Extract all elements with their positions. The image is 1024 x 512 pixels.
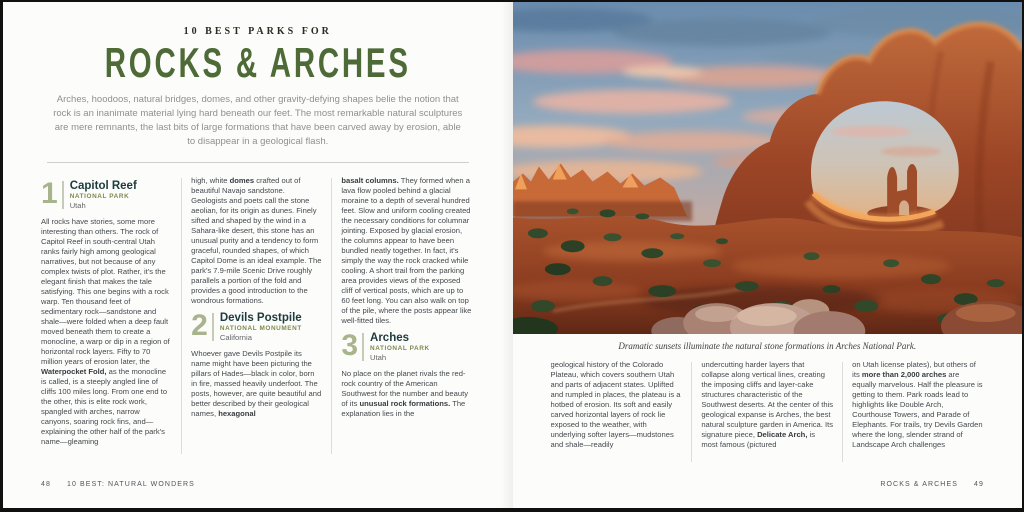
kicker: 10 BEST PARKS FOR	[183, 26, 332, 37]
column-2	[701, 360, 833, 462]
body-paragraph: geological history of the Colorado Plateau, which covers southern Utah and parts of adjacent states. Uplifted and rumpled in places, the plateau is a hotbed of erosion. Its soft and easily carved horizontal layers of rock lie exposed to the weather, with underlying softer layers—mudstones and shale—readily	[550, 360, 681, 449]
column-divider	[842, 362, 843, 462]
page-number: 49	[974, 481, 984, 488]
entry-divider-line	[362, 333, 364, 361]
photo-caption: Dramatic sunsets illuminate the natural stone formations in Arches National Park.	[618, 341, 917, 351]
park-type: NATIONAL PARK	[370, 345, 430, 353]
park-type: NATIONAL MONUMENT	[219, 325, 302, 333]
page-left	[3, 2, 513, 508]
entry-divider-line	[212, 313, 214, 341]
column-3	[341, 176, 472, 454]
body-paragraph: undercutting harder layers that collapse along vertical lines, creating the imposing cliffs and layer-cake structures characteristic of the Southwest deserts. At the center of this geological expanse is Arches, the best natural sculpture garden in America. Its signature piece, Delicate Arch, is most famous (pictured	[701, 360, 834, 449]
body-paragraph: high, white domes crafted out of beautiful Navajo sandstone. Geologists and poets call the stone aeolian, for its origin as dunes. Finely sifted and shaped by the wind in a Sahara-like desert, this stone has an unusual purity and a tendency to form graceful, rounded shapes, of which Capitol Dome is an ideal example. The park's 7.9-mile Scenic Drive roughly parallels a portion of the fold and provides a good introduction to the wondrous formations.	[191, 176, 322, 305]
column-divider	[691, 362, 692, 462]
park-name: Devils Postpile	[219, 312, 302, 324]
page-right	[513, 2, 1023, 508]
body-paragraph: basalt columns. They formed when a lava flow pooled behind a glacial moraine to a depth of several hundred feet. Slow and uniform cooling created the necessary conditions for columnar jointing. Exposed by glacial erosion, the columns appear to have been bundled neatly together. In fact, it's simply the way the rock cracked while cooling. A short trail from the parking area provides views of the exposed cliff of vertical posts, which are up to 60 feet long. You can also walk on top of the pile, where the posts appear like well-fitted tiles.	[341, 176, 472, 325]
entry-divider-line	[62, 181, 64, 209]
park-state: Utah	[69, 201, 86, 211]
page-number: 48	[41, 481, 51, 488]
column-divider	[181, 178, 182, 454]
park-name: Capitol Reef	[69, 180, 137, 192]
park-state: California	[219, 333, 252, 343]
body-paragraph: No place on the planet rivals the red-rock country of the American Southwest for the number and beauty of its unusual rock formations. The explanation lies in the	[341, 369, 468, 419]
park-type: NATIONAL PARK	[69, 193, 130, 201]
entry-heading-arches	[341, 331, 472, 362]
body-paragraph: All rocks have stories, some more interesting than others. The rock of Capitol Reef in south-central Utah ranks fairly high among geological narratives, but not because of any complex twists of plot. Rather, it's the elegant finish that makes the tale satisfying. This one begins with a rock warp. Ten thousand feet of sedimentary rock—sandstone and shale—were folded when a deep fault moved beneath them to create a monocline, a warp or dip in a region of horizontal rock layers. Fifty to 70 million years of erosion later, the Waterpocket Fold, as the monocline is called, is a steeply angled line of cliffs 100 miles long. From one end to the other, this is elite rock work, spangled with arches, narrow canyons, soaring rock fins, and—explaining the other half of the park's name—gleaming	[41, 217, 170, 447]
entry-number: 3	[341, 329, 358, 362]
running-head: 10 BEST: NATURAL WONDERS	[67, 481, 195, 488]
park-name: Arches	[370, 332, 410, 344]
column-1	[551, 360, 683, 462]
divider-rule	[47, 162, 469, 163]
right-page-footer	[880, 481, 984, 488]
body-paragraph: Whoever gave Devils Postpile its name might have been picturing the pillars of Hades—black in color, born in fire, massed heavily underfoot. The posts, however, are quite beautiful and better described by their geological names, hexagonal	[191, 349, 322, 419]
arch-sunset-photo	[513, 2, 1023, 334]
intro-paragraph: Arches, hoodoos, natural bridges, domes, and other gravity-defying shapes belie the notion that rock is an inanimate material lying hard beneath our feet. The most remarkable natural sculptures are mere remnants, the last bits of large formations that have been carved away by erosion, able to disappear in a geological flash.	[53, 94, 463, 147]
book-spread	[3, 2, 1022, 508]
page-title: ROCKS & ARCHES	[104, 39, 411, 86]
column-1	[41, 176, 172, 454]
arch-photo-art	[513, 2, 1023, 334]
entry-heading-capitol-reef	[41, 179, 172, 210]
left-columns	[41, 176, 473, 454]
body-paragraph: on Utah license plates), but others of its more than 2,000 arches are equally marvelous. Half the pleasure is getting to them. Park roads lead to highlights like Double Arch, Courthouse Towers, and Parade of Elephants. For trails, try Devils Garden where the long, slender strand of Landscape Arch challenges	[852, 360, 983, 449]
running-head: ROCKS & ARCHES	[880, 481, 958, 488]
entry-number: 1	[41, 177, 57, 210]
column-3	[852, 360, 984, 462]
right-columns	[551, 360, 985, 462]
park-state: Utah	[370, 353, 387, 363]
left-page-footer	[41, 481, 195, 488]
column-2	[191, 176, 322, 454]
entry-number: 2	[191, 309, 207, 342]
entry-heading-devils-postpile	[191, 311, 322, 342]
column-divider	[331, 178, 332, 454]
